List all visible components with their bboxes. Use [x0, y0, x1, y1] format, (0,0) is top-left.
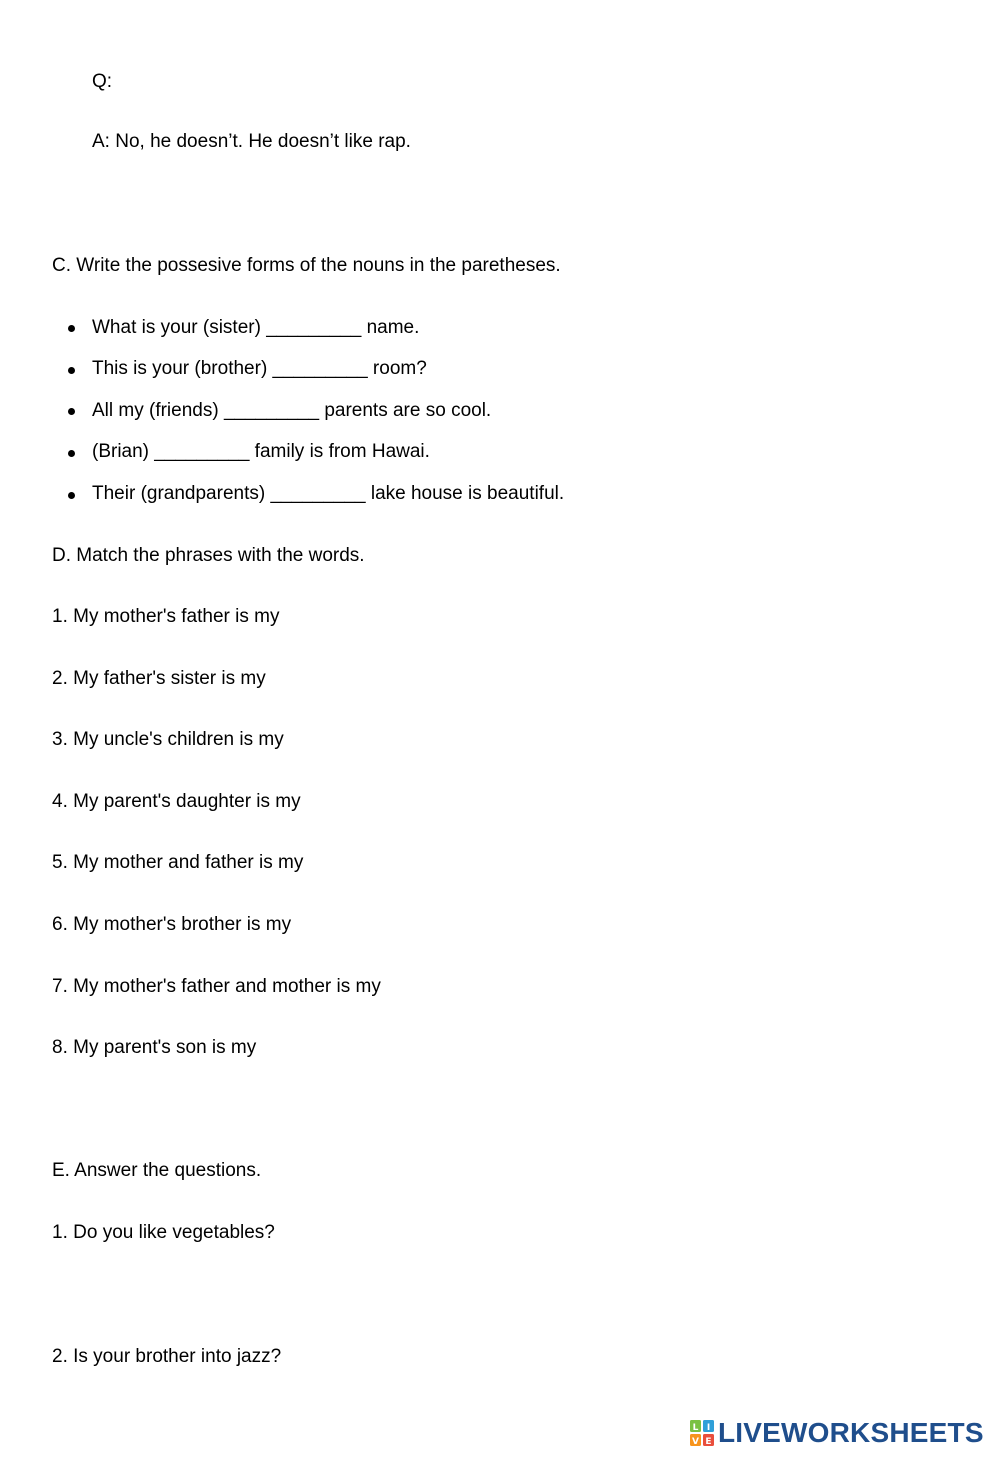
bullet-marker [68, 367, 75, 374]
match-item: 4. My parent's daughter is my [52, 791, 301, 812]
question-label: Q: [92, 71, 113, 92]
liveworksheets-logo [690, 1418, 984, 1448]
svg-text:E: E [705, 1437, 712, 1446]
match-item: 3. My uncle's children is my [52, 729, 284, 750]
section-c-heading: C. Write the possesive forms of the nouns in the paretheses. [52, 255, 561, 276]
question-item: 1. Do you like vegetables? [52, 1222, 275, 1243]
bullet-marker [68, 492, 75, 499]
match-item: 1. My mother's father is my [52, 606, 280, 627]
match-item: 6. My mother's brother is my [52, 914, 292, 935]
list-item: (Brian) _________ family is from Hawai. [92, 441, 430, 462]
match-item: 2. My father's sister is my [52, 668, 266, 689]
match-item: 5. My mother and father is my [52, 852, 304, 873]
match-item: 7. My mother's father and mother is my [52, 976, 381, 997]
logo-wordmark: LIVEWORKSHEETS [718, 1417, 984, 1448]
svg-text:I: I [706, 1423, 711, 1433]
list-item: Their (grandparents) _________ lake house is beautiful. [92, 483, 565, 504]
question-item: 2. Is your brother into jazz? [52, 1346, 282, 1367]
match-item: 8. My parent's son is my [52, 1037, 257, 1058]
section-e-heading: E. Answer the questions. [52, 1160, 262, 1181]
bullet-marker [68, 408, 75, 415]
section-d-heading: D. Match the phrases with the words. [52, 545, 365, 566]
list-item: This is your (brother) _________ room? [92, 358, 427, 379]
svg-text:V: V [692, 1437, 699, 1446]
bullet-marker [68, 325, 75, 332]
list-item: What is your (sister) _________ name. [92, 317, 420, 338]
liveworksheets-logo-icon [690, 1420, 714, 1446]
svg-text:L: L [692, 1423, 699, 1433]
list-item: All my (friends) _________ parents are so cool. [92, 400, 492, 421]
bullet-marker [68, 450, 75, 457]
answer-text: A: No, he doesn’t. He doesn’t like rap. [92, 131, 411, 152]
